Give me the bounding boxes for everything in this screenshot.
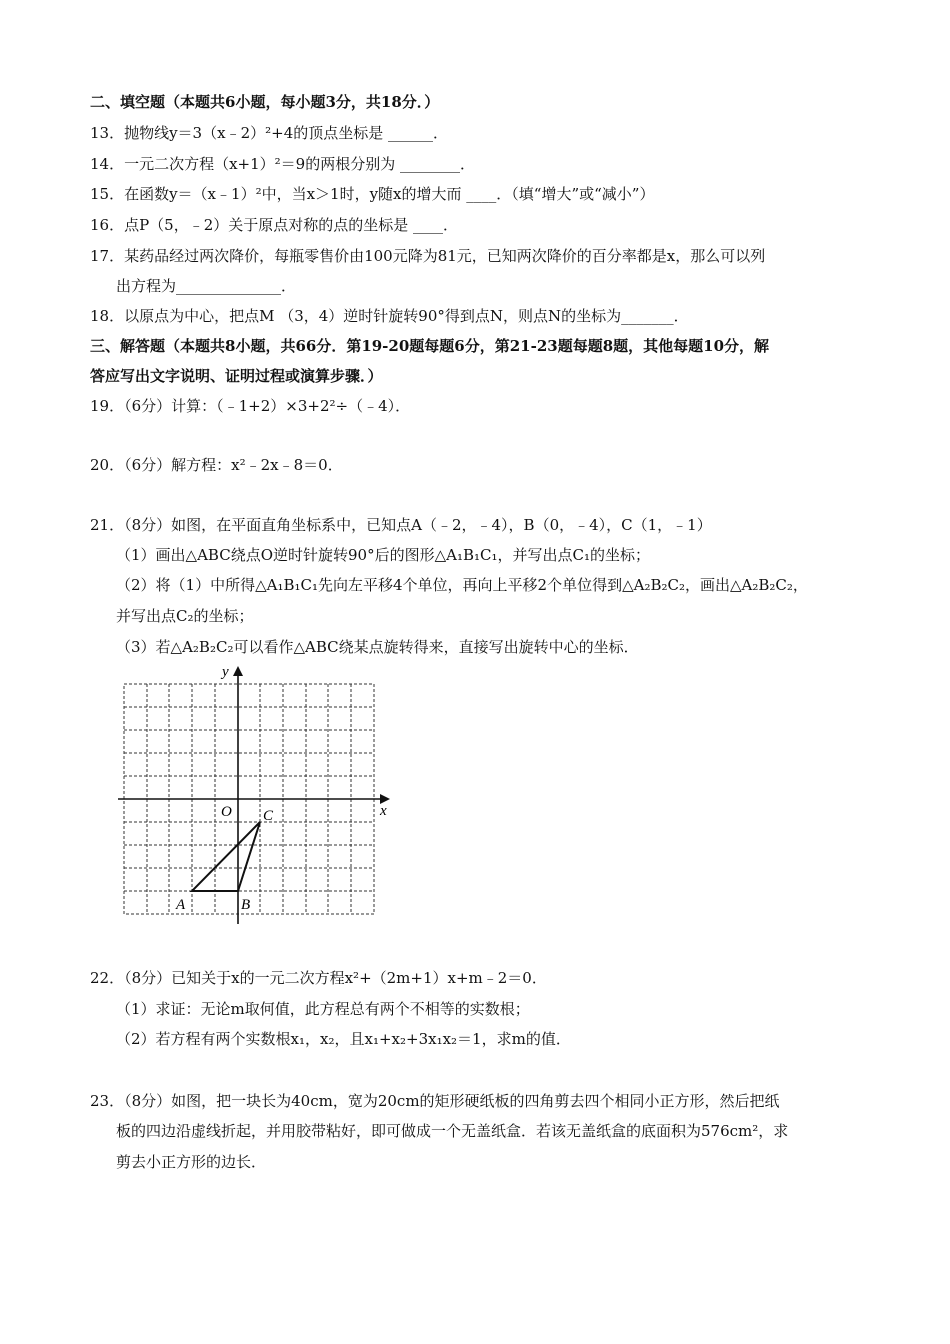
question-15: 15．在函数y＝（x﹣1）²中，当x＞1时，y随x的增大而 ____．（填“增大”或“减小”） xyxy=(90,185,655,203)
y-axis-label: y xyxy=(222,664,229,680)
y-axis-arrow xyxy=(233,666,243,676)
question-19: 19．（6分）计算：（﹣1+2）×3+2²÷（﹣4）． xyxy=(90,397,411,415)
solve-section-header-line-1: 三、解答题（本题共8小题，共66分．第19-20题每题6分，第21-23题每题8题，其他每题10分，解 xyxy=(90,337,770,355)
question-13: 13．抛物线y＝3（x﹣2）²+4的顶点坐标是 ______． xyxy=(90,124,449,142)
question-21-part-2-line-2: 并写出点C₂的坐标； xyxy=(116,607,254,625)
question-18: 18．以原点为中心，把点M （3，4）逆时针旋转90°得到点N，则点N的坐标为_______． xyxy=(90,307,689,325)
point-a-label: A xyxy=(176,897,186,913)
question-21-part-1: （1）画出△ABC绕点O逆时针旋转90°后的图形△A₁B₁C₁，并写出点C₁的坐标； xyxy=(116,546,650,564)
question-20: 20．（6分）解方程：x²﹣2x﹣8＝0． xyxy=(90,456,343,474)
question-21-part-2-line-1: （2）将（1）中所得△A₁B₁C₁先向左平移4个单位，再向上平移2个单位得到△A₂B₂C₂，画出△A₂B₂C₂， xyxy=(116,576,808,594)
axes xyxy=(118,670,386,924)
coordinate-grid-figure xyxy=(110,660,400,930)
origin-label: O xyxy=(221,804,232,820)
question-23-line-2: 板的四边沿虚线折起，并用胶带粘好，即可做成一个无盖纸盒．若该无盖纸盒的底面积为576cm²，求 xyxy=(116,1122,789,1140)
question-22-part-1: （1）求证：无论m取何值，此方程总有两个不相等的实数根； xyxy=(116,1000,530,1018)
question-22: 22．（8分）已知关于x的一元二次方程x²+（2m+1）x+m﹣2＝0． xyxy=(90,969,547,987)
point-b-label: B xyxy=(241,897,251,913)
question-23-line-1: 23．（8分）如图，把一块长为40cm，宽为20cm的矩形硬纸板的四角剪去四个相同小正方形，然后把纸 xyxy=(90,1092,780,1110)
question-21-part-3: （3）若△A₂B₂C₂可以看作△ABC绕某点旋转得来，直接写出旋转中心的坐标． xyxy=(116,638,639,656)
fill-section-header: 二、填空题（本题共6小题，每小题3分，共18分．） xyxy=(90,93,440,111)
solve-section-header-line-2: 答应写出文字说明、证明过程或演算步骤．） xyxy=(90,367,383,385)
triangle-abc xyxy=(192,822,260,891)
question-23-line-3: 剪去小正方形的边长． xyxy=(116,1153,267,1171)
question-17-line-1: 17．某药品经过两次降价，每瓶零售价由100元降为81元，已知两次降价的百分率都是x，那么可以列 xyxy=(90,247,766,265)
question-22-part-2: （2）若方程有两个实数根x₁，x₂，且x₁+x₂+3x₁x₂＝1，求m的值． xyxy=(116,1030,571,1048)
x-axis-label: x xyxy=(380,803,387,819)
question-21: 21．（8分）如图，在平面直角坐标系中，已知点A（﹣2，﹣4），B（0，﹣4），C（1，﹣1） xyxy=(90,516,712,534)
question-17-line-2: 出方程为______________． xyxy=(116,277,297,295)
point-c-label: C xyxy=(263,808,274,824)
question-16: 16．点P（5，﹣2）关于原点对称的点的坐标是 ____． xyxy=(90,216,459,234)
question-14: 14．一元二次方程（x+1）²＝9的两根分别为 ________． xyxy=(90,155,475,173)
